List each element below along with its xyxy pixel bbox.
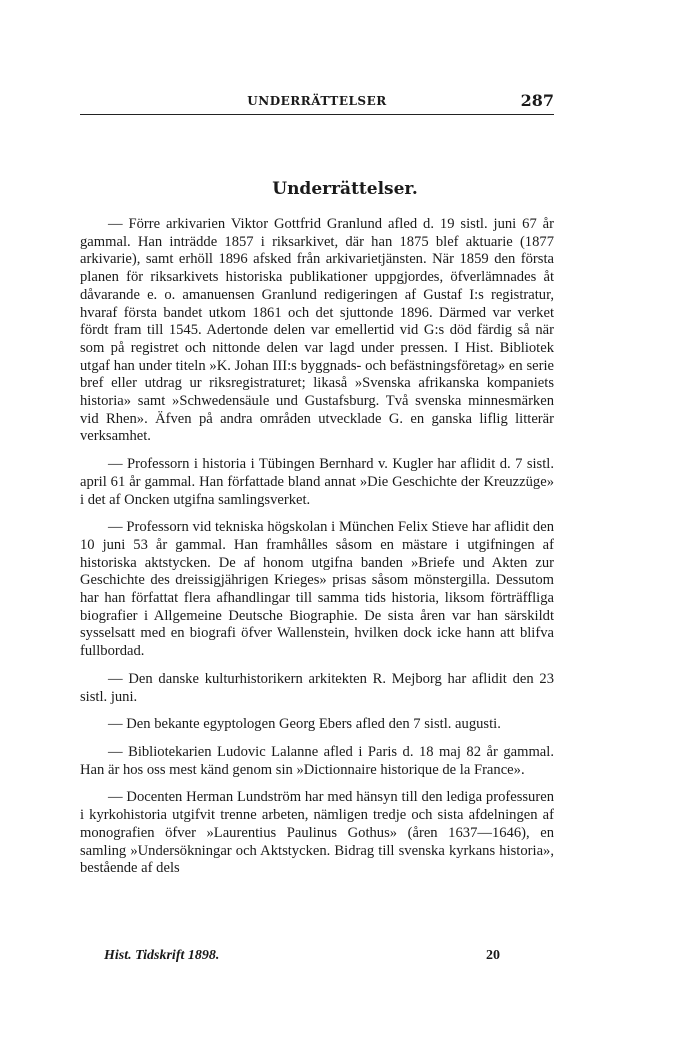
signature-mark: 20 xyxy=(486,948,500,963)
notice-lundstrom: — Docenten Herman Lundström har med hänsyn till den lediga professuren i kyrkohistoria utgifvit trenne arbeten, nämligen tredje och sista afdelningen af monografien öfver »Laurentius Paulinus Gothus» (åren 1637—1646), en samling »Undersökningar och Aktstycken. Bidrag till svenska kyrkans historia», bestående af dels xyxy=(80,789,554,877)
notice-lalanne: — Bibliotekarien Ludovic Lalanne afled i Paris d. 18 maj 82 år gammal. Han är hos oss mest känd genom sin »Dictionnaire historique de la France». xyxy=(80,743,554,778)
running-title: UNDERRÄTTELSER xyxy=(247,94,387,108)
notice-granlund: — Förre arkivarien Viktor Gottfrid Granlund afled d. 19 sistl. juni 67 år gammal. Han inträdde 1857 i riksarkivet, där han 1875 blef aktuarie (1877 arkivarie), samt erhöll 1896 afsked från arkivarietjänsten. När 1859 den första planen för riksarkivets historiska publikationer uppgjordes, öfverlämnades åt dåvarande e. o. amanuensen Granlund redigeringen af Gustaf I:s registratur, hvaraf första bandet utkom 1861 och det sjuttonde 1896. Därmed var verket fördt fram till 1545. Adertonde delen var emellertid vid G:s död färdig så när som på registret och nittonde delen var lagd under pressen. I Hist. Bibliotek utgaf han under titeln »K. Johan III:s byggnads- och befästningsföretag» en serie bref eller utdrag ur riksregistraturet; likaså »Svenska afrikanska kompaniets historia» samt »Schwedensäule und Gustafsburg. Två svenska minnesmärken vid Rhen». Äfven på andra områden utvecklade G. en ganska liflig litterär verksamhet. xyxy=(80,216,554,445)
running-header xyxy=(80,92,554,115)
journal-footer: Hist. Tidskrift 1898. xyxy=(104,948,220,963)
section-title: Underrättelser. xyxy=(272,179,418,199)
article-body xyxy=(80,216,554,888)
notice-stieve: — Professorn vid tekniska högskolan i München Felix Stieve har aflidit den 10 juni 53 år gammal. Han framhålles såsom en mästare i utgifningen af historiska aktstycken. De af honom utgifna banden »Briefe und Akten zur Geschichte des dreissigjährigen Krieges» prisas såsom mönstergilla. Dessutom har han författat flera afhandlingar till samma tids historia, liksom förträffliga biografier i Allgemeine Deutsche Biographie. De sista åren var han särskildt sysselsatt med en biografi öfver Wallenstein, hvilken dock icke hann att blifva fullbordad. xyxy=(80,519,554,660)
notice-ebers: — Den bekante egyptologen Georg Ebers afled den 7 sistl. augusti. xyxy=(108,716,501,733)
notice-kugler: — Professorn i historia i Tübingen Bernhard v. Kugler har aflidit d. 7 sistl. april 61 år gammal. Han författade bland annat »Die Geschichte der Kreuzzüge» i det af Oncken utgifna samlingsverket. xyxy=(80,456,554,508)
page-number: 287 xyxy=(520,91,554,110)
page-footer xyxy=(104,948,500,968)
notice-mejborg: — Den danske kulturhistorikern arkitekten R. Mejborg har aflidit den 23 sistl. juni. xyxy=(80,670,554,705)
